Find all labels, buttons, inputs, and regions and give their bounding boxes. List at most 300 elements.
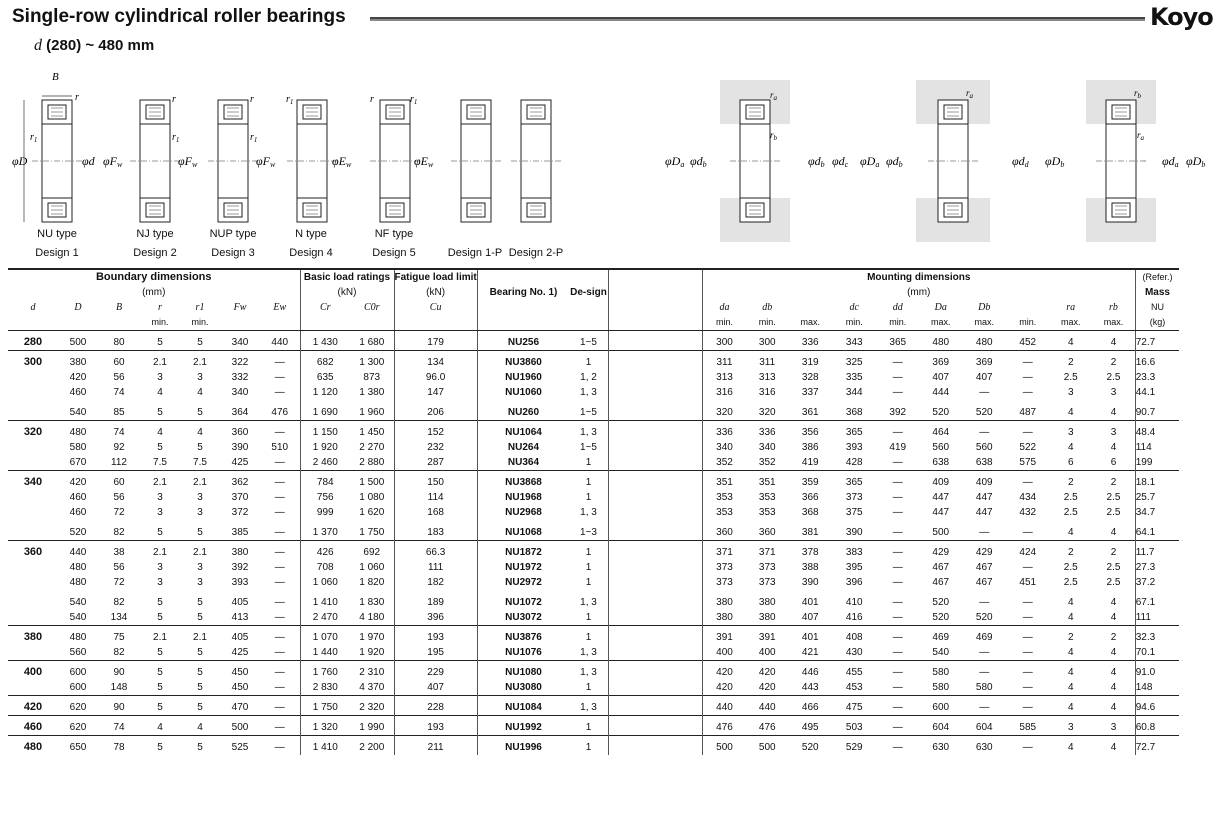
cell-dc: 343 — [845, 337, 863, 348]
cell-ra: 4 — [1067, 597, 1074, 608]
subtitle-range: (280) ~ 480 mm — [46, 37, 155, 54]
cell-r: 3 — [157, 372, 163, 383]
cell-dc: 396 — [845, 577, 863, 588]
cell-da: 300 — [702, 331, 746, 351]
cell-Da: 500 — [932, 527, 950, 538]
cell-spacer — [608, 370, 702, 385]
cell-rb: 2.5 — [1092, 505, 1135, 520]
cell-db-max: 421 — [801, 647, 819, 658]
cell-Db-min: 434 — [1019, 492, 1037, 503]
cell-Fw: 450 — [231, 682, 249, 693]
cell-r: 2.1 — [140, 626, 180, 646]
cell-Fw: 450 — [220, 661, 260, 681]
col-Ew: Ew — [260, 300, 300, 315]
cell-r: 5 — [140, 696, 180, 716]
unit-boundary: (mm) — [142, 287, 166, 298]
cell-D: 500 — [69, 337, 87, 348]
cell-r: 5 — [157, 597, 163, 608]
type-label-n: N type — [295, 228, 327, 240]
cell-Db-min: 522 — [1019, 442, 1037, 453]
cell-Cu: 211 — [394, 736, 477, 756]
cell-Ew: — — [260, 421, 300, 441]
cell-B: 60 — [98, 351, 140, 371]
cell-mass: 37.2 — [1135, 577, 1156, 588]
cell-db-max: 388 — [801, 562, 819, 573]
cell-B: 82 — [113, 597, 125, 608]
cell-Db-max: 447 — [975, 507, 993, 518]
cell-rb: 4 — [1092, 520, 1135, 541]
cell-ra: 4 — [1049, 661, 1092, 681]
cell-C0r: 4 180 — [350, 610, 394, 626]
cell-da: 316 — [702, 385, 746, 400]
group-load: Basic load ratings — [303, 272, 391, 283]
mounting-drawing-1 — [665, 80, 849, 242]
col-C0r: C0r — [350, 300, 394, 315]
cell-db-max: 366 — [801, 492, 819, 503]
cell-Ew: — — [260, 455, 300, 471]
cell-B: 90 — [98, 661, 140, 681]
cell-no: NU1960 — [505, 372, 542, 383]
cell-Ew: — — [260, 590, 300, 610]
cell-Db-min: — — [1022, 562, 1033, 573]
cell-Fw: 340 — [231, 387, 249, 398]
cell-r: 3 — [157, 492, 163, 503]
cell-no: NU364 — [507, 457, 540, 468]
cell-Fw: 380 — [220, 541, 260, 561]
cell-no: NU1872 — [477, 541, 569, 561]
cell-r: 4 — [140, 716, 180, 736]
cell-B: 60 — [98, 471, 140, 491]
cell-da: 373 — [702, 560, 746, 575]
cell-dd: — — [892, 612, 903, 623]
dim-dc-label: φdc — [832, 154, 849, 169]
cell-C0r: 1 450 — [350, 421, 394, 441]
cell-Cr: 1 750 — [300, 696, 350, 716]
cell-spacer — [608, 541, 702, 561]
cell-r: 4 — [157, 387, 163, 398]
cell-db-min: 360 — [758, 527, 776, 538]
svg-text:φda: φda — [1162, 154, 1179, 169]
cell-r1: 4 — [197, 387, 203, 398]
cell-r1: 3 — [197, 492, 203, 503]
cell-Db-min: — — [1006, 696, 1049, 716]
cell-Db-min: — — [1022, 387, 1033, 398]
cell-B: 85 — [113, 407, 125, 418]
cell-Da: 480 — [932, 337, 950, 348]
design-label-2p: Design 2-P — [508, 247, 564, 259]
cell-Db-max: — — [979, 647, 990, 658]
table-row — [8, 471, 1179, 491]
cell-des: 1 — [569, 716, 608, 736]
cell-rb: 4 — [1092, 680, 1135, 696]
cell-des: 1~3 — [569, 520, 608, 541]
unit-fatigue: (kN) — [426, 287, 446, 298]
cell-dd: — — [876, 716, 919, 736]
cell-ra: 4 — [1067, 337, 1074, 348]
cell-Cu: 396 — [394, 610, 477, 626]
cell-B: 82 — [113, 647, 125, 658]
mounting-drawing-2 — [860, 80, 1030, 242]
cell-Cu: 193 — [394, 716, 477, 736]
cell-Fw: 372 — [231, 507, 249, 518]
table-row — [8, 736, 1179, 756]
cell-Db-min: — — [1022, 647, 1033, 658]
cell-Cu: 232 — [394, 440, 477, 455]
cell-dc: 383 — [832, 541, 876, 561]
cell-C0r: 1 300 — [350, 351, 394, 371]
cell-mass: 25.7 — [1135, 492, 1156, 503]
cell-db-min: 420 — [758, 682, 776, 693]
cell-spacer — [608, 626, 702, 646]
cell-da: 380 — [702, 590, 746, 610]
cell-db-max: 336 — [801, 337, 819, 348]
cell-Fw: 362 — [220, 471, 260, 491]
cell-Cu: 183 — [394, 520, 477, 541]
cell-mass: 72.7 — [1135, 337, 1156, 348]
cell-D: 440 — [58, 541, 98, 561]
cell-des: 1 — [569, 455, 608, 471]
cell-Db-max: 560 — [975, 442, 993, 453]
cell-r1: 3 — [197, 372, 203, 383]
cell-db-min: 353 — [758, 492, 776, 503]
cell-r: 5 — [157, 527, 163, 538]
cell-Ew: — — [260, 645, 300, 661]
cell-spacer — [608, 560, 702, 575]
svg-text:ra: $r_a$ — [1137, 130, 1145, 142]
cell-des: 1 — [569, 490, 608, 505]
cell-no: NU3860 — [477, 351, 569, 371]
dim-B-label: B — [52, 71, 59, 83]
cell-Ew: — — [260, 385, 300, 400]
cell-des: 1~5 — [569, 440, 608, 455]
cell-Fw: 413 — [231, 612, 249, 623]
table-row — [8, 351, 1179, 371]
cell-dd: — — [876, 351, 919, 371]
n-type-drawing — [286, 94, 352, 222]
cell-D: 460 — [69, 387, 87, 398]
cell-C0r: 2 880 — [350, 455, 394, 471]
cell-Db-max: — — [962, 421, 1006, 441]
cell-des: 1, 3 — [569, 385, 608, 400]
cell-mass: 23.3 — [1135, 372, 1156, 383]
cell-d: 400 — [8, 661, 58, 681]
cell-mass: 27.3 — [1135, 562, 1156, 573]
cell-D: 480 — [58, 421, 98, 441]
cell-Db-min: — — [1006, 626, 1049, 646]
cell-Cr: 1 060 — [312, 577, 338, 588]
cell-D: 460 — [69, 492, 87, 503]
cell-Fw: 525 — [220, 736, 260, 756]
cell-rb: 2 — [1092, 626, 1135, 646]
Db-max: max. — [962, 315, 1006, 331]
cell-spacer — [608, 661, 702, 681]
cell-Ew: — — [260, 370, 300, 385]
table-row — [8, 520, 1179, 541]
cell-dc: 430 — [845, 647, 863, 658]
design-label-1p: Design 1-P — [447, 247, 503, 259]
cell-db-min: 353 — [758, 507, 776, 518]
cell-mass: 16.6 — [1135, 351, 1179, 371]
cell-Db-max: 409 — [962, 471, 1006, 491]
cell-r1: 2.1 — [180, 471, 220, 491]
table-row — [8, 560, 1179, 575]
cell-Ew: 440 — [260, 331, 300, 351]
cell-rb: 4 — [1092, 736, 1135, 756]
dim-dd-label: φdd — [1012, 154, 1029, 169]
bearing-spec-table — [8, 268, 1179, 755]
table-row — [8, 370, 1179, 385]
cell-Fw: 393 — [231, 577, 249, 588]
cell-rb: 3 — [1092, 421, 1135, 441]
cell-D: 520 — [69, 527, 87, 538]
cell-Da: 638 — [932, 457, 950, 468]
cell-r1: 2.1 — [180, 541, 220, 561]
design-label-4: Design 4 — [289, 247, 333, 259]
r-min: min. — [140, 315, 180, 331]
cell-ra: 3 — [1049, 716, 1092, 736]
cell-da: 351 — [702, 471, 746, 491]
cell-Db-max: 580 — [975, 682, 993, 693]
svg-text:φDa: φDa — [860, 154, 880, 169]
cell-d — [8, 505, 58, 520]
cell-da: 373 — [702, 575, 746, 590]
cell-Cr: 999 — [316, 507, 334, 518]
cell-db-min: 380 — [758, 597, 776, 608]
cell-Da: 469 — [919, 626, 962, 646]
cell-spacer — [608, 455, 702, 471]
cell-Fw: 390 — [231, 442, 249, 453]
cell-dd: — — [892, 527, 903, 538]
cell-Ew: — — [260, 471, 300, 491]
cell-C0r: 1 680 — [350, 331, 394, 351]
cell-D: 620 — [58, 716, 98, 736]
cell-des: 1, 2 — [569, 370, 608, 385]
cell-Da: 429 — [919, 541, 962, 561]
cell-Da: 447 — [932, 507, 950, 518]
cell-Ew: — — [260, 490, 300, 505]
unit-load: (kN) — [337, 287, 357, 298]
cell-rb: 2.5 — [1092, 370, 1135, 385]
cell-dc: 503 — [832, 716, 876, 736]
cell-r1: 7.5 — [193, 457, 207, 468]
cell-no: NU3072 — [505, 612, 542, 623]
cell-no: NU2972 — [505, 577, 542, 588]
cell-dc: 475 — [832, 696, 876, 716]
cell-no: NU1992 — [477, 716, 569, 736]
svg-text:r: r — [75, 92, 79, 103]
cell-Ew: 510 — [260, 440, 300, 455]
cell-Db-max: — — [979, 527, 990, 538]
cell-db-min: 440 — [746, 696, 788, 716]
subtitle-symbol: d — [34, 37, 42, 54]
cell-db-min: 320 — [758, 407, 776, 418]
cell-Cr: 1 320 — [300, 716, 350, 736]
cell-Db-min: 432 — [1019, 507, 1037, 518]
cell-db-max: 319 — [788, 351, 832, 371]
cell-Db-max: 480 — [975, 337, 993, 348]
cell-r1: 5 — [197, 647, 203, 658]
cell-C0r: 1 990 — [350, 716, 394, 736]
cell-mass: 90.7 — [1135, 407, 1156, 418]
cell-des: 1 — [569, 541, 608, 561]
cell-Db-max: — — [979, 387, 990, 398]
cell-no: NU1972 — [505, 562, 542, 573]
cell-spacer — [608, 505, 702, 520]
cell-dd: — — [892, 577, 903, 588]
cell-Fw: 340 — [231, 337, 249, 348]
cell-mass: 60.8 — [1135, 716, 1179, 736]
unit-mounting: (mm) — [907, 287, 931, 298]
cell-ra: 4 — [1067, 442, 1074, 453]
cell-no: NU3876 — [477, 626, 569, 646]
cell-B: 74 — [98, 716, 140, 736]
cell-r: 5 — [140, 661, 180, 681]
cell-C0r: 692 — [350, 541, 394, 561]
col-Db: Db — [978, 302, 991, 313]
cell-ra: 4 — [1067, 527, 1074, 538]
cell-r1: 5 — [197, 527, 203, 538]
col-Da: Da — [934, 302, 947, 313]
cell-no: NU1064 — [477, 421, 569, 441]
cell-rb: 2.5 — [1092, 490, 1135, 505]
cell-ra: 4 — [1049, 696, 1092, 716]
type-label-nup: NUP type — [209, 228, 257, 240]
cell-da: 311 — [702, 351, 746, 371]
cell-r: 2.1 — [140, 541, 180, 561]
cell-Db-min: 452 — [1019, 337, 1037, 348]
cell-des: 1, 3 — [569, 696, 608, 716]
cell-r1: 4 — [180, 716, 220, 736]
table-row — [8, 440, 1179, 455]
cell-no: NU1068 — [505, 527, 542, 538]
brand-logo: Koyo — [1150, 3, 1213, 31]
cell-mass: 48.4 — [1135, 421, 1179, 441]
cell-da: 371 — [702, 541, 746, 561]
dim-Db-label: φDb — [1045, 154, 1065, 169]
cell-Da: 520 — [932, 612, 950, 623]
cell-spacer — [608, 331, 702, 351]
cell-Cu: 206 — [394, 400, 477, 421]
cell-spacer — [608, 385, 702, 400]
dd-min: min. — [876, 315, 919, 331]
cell-db-max: 419 — [801, 457, 819, 468]
cell-db-max: 443 — [801, 682, 819, 693]
cell-des: 1 — [569, 351, 608, 371]
cell-db-max: 356 — [788, 421, 832, 441]
cell-rb: 4 — [1092, 610, 1135, 626]
mass-ref: (Refer.) — [1142, 272, 1173, 282]
cell-no: NU1968 — [505, 492, 542, 503]
cell-d — [8, 645, 58, 661]
cell-Db-min: 424 — [1006, 541, 1049, 561]
cell-r1: 5 — [197, 407, 203, 418]
cell-spacer — [608, 716, 702, 736]
Db-min: min. — [1006, 315, 1049, 331]
type-label-nj: NJ type — [136, 228, 174, 240]
cell-Da: 520 — [932, 407, 950, 418]
cell-r1: 3 — [197, 577, 203, 588]
svg-text:φEw: φEw — [414, 154, 434, 169]
cell-dc: 428 — [845, 457, 863, 468]
nup-type-drawing — [208, 94, 276, 222]
cell-Ew: — — [260, 716, 300, 736]
cell-db-min: 373 — [758, 577, 776, 588]
mass-unit: (kg) — [1135, 315, 1179, 331]
table-row — [8, 421, 1179, 441]
cell-Fw: 405 — [231, 597, 249, 608]
cell-mass: 91.0 — [1135, 661, 1179, 681]
cell-Cr: 1 150 — [300, 421, 350, 441]
ra-max: max. — [1049, 315, 1092, 331]
cell-db-min: 373 — [758, 562, 776, 573]
cell-db-min: 476 — [746, 716, 788, 736]
svg-text:rb: $r_b$ — [1134, 88, 1142, 100]
cell-D: 540 — [69, 407, 87, 418]
cell-dd: — — [892, 507, 903, 518]
cell-ra: 2 — [1049, 541, 1092, 561]
cell-d: 360 — [8, 541, 58, 561]
cell-C0r: 1 970 — [350, 626, 394, 646]
cell-B: 56 — [113, 372, 125, 383]
cell-dc: 344 — [845, 387, 863, 398]
cell-C0r: 1 080 — [350, 490, 394, 505]
cell-Cr: 635 — [316, 372, 334, 383]
cell-Da: 467 — [932, 562, 950, 573]
cell-spacer — [608, 421, 702, 441]
type-label-nf: NF type — [374, 228, 414, 240]
cell-Db-max: 467 — [975, 577, 993, 588]
svg-text:r1: $r_1$ — [410, 94, 418, 106]
cell-dc: 455 — [832, 661, 876, 681]
cell-D: 420 — [58, 471, 98, 491]
cell-no: NU1072 — [505, 597, 542, 608]
cell-r: 5 — [157, 612, 163, 623]
cell-mass: 67.1 — [1135, 597, 1156, 608]
cell-mass: 44.1 — [1135, 387, 1156, 398]
db-max: max. — [788, 315, 832, 331]
cell-dc: 529 — [832, 736, 876, 756]
cell-ra: 2 — [1049, 471, 1092, 491]
cell-B: 74 — [98, 421, 140, 441]
table-row — [8, 385, 1179, 400]
cell-r1: 5 — [180, 696, 220, 716]
cell-C0r: 2 320 — [350, 696, 394, 716]
cell-Da: 580 — [932, 682, 950, 693]
cell-r1: 2.1 — [180, 351, 220, 371]
cell-da: 320 — [702, 400, 746, 421]
cell-B: 75 — [98, 626, 140, 646]
col-Cr: Cr — [319, 302, 331, 313]
cell-Ew: — — [260, 661, 300, 681]
cell-d — [8, 440, 58, 455]
cell-Cu: 152 — [394, 421, 477, 441]
table-row — [8, 680, 1179, 696]
cell-Cu: 66.3 — [394, 541, 477, 561]
cell-db-min: 420 — [746, 661, 788, 681]
cell-db-max: 520 — [788, 736, 832, 756]
cell-Cr: 1 410 — [300, 736, 350, 756]
cell-dc: 410 — [845, 597, 863, 608]
cell-r: 2.1 — [140, 351, 180, 371]
page-subtitle — [34, 37, 154, 55]
svg-text:φFw: φFw — [178, 154, 198, 169]
cell-des: 1 — [569, 575, 608, 590]
cell-Db-min: — — [1006, 351, 1049, 371]
cell-C0r: 1 830 — [350, 590, 394, 610]
col-dd: dd — [892, 302, 903, 313]
cell-Db-min: 585 — [1006, 716, 1049, 736]
cell-d — [8, 490, 58, 505]
